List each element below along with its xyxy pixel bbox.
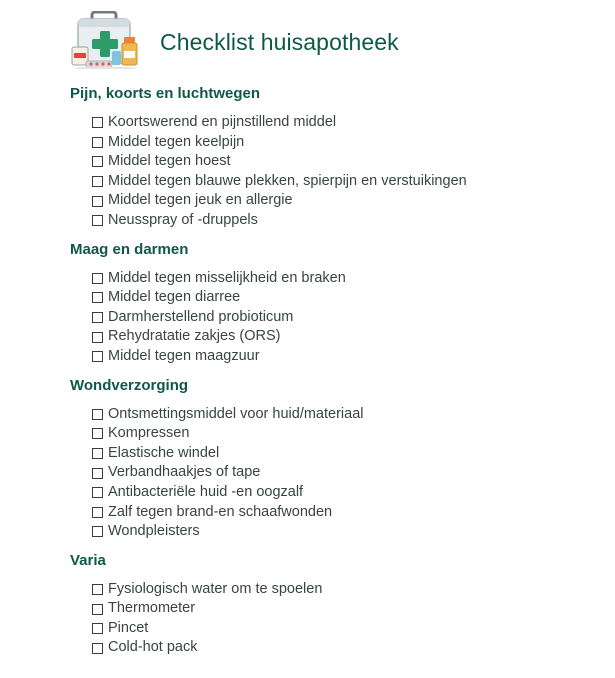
item-label: Middel tegen blauwe plekken, spierpijn en verstuikingen [108, 172, 467, 189]
checklist-item [92, 580, 600, 600]
checkbox[interactable] [92, 292, 103, 303]
item-label: Middel tegen diarree [108, 289, 241, 306]
checkbox[interactable] [92, 526, 103, 537]
item-label: Koortswerend en pijnstillend middel [108, 114, 337, 130]
checklist-item [92, 424, 600, 444]
item-label: Antibacteriële huid -en oogzalf [108, 483, 304, 500]
checkbox[interactable] [92, 448, 103, 459]
checkbox[interactable] [92, 196, 103, 207]
checklist-item [92, 288, 600, 308]
item-label: Thermometer [108, 600, 196, 617]
checklist-item [92, 638, 600, 658]
checkbox[interactable] [92, 468, 103, 479]
first-aid-kit-icon [70, 11, 142, 69]
checkbox[interactable] [92, 312, 103, 323]
checklist-item [92, 211, 600, 231]
checklist-item [92, 463, 600, 483]
header [70, 10, 399, 70]
item-label: Pincet [108, 619, 149, 636]
checkbox[interactable] [92, 273, 103, 284]
item-label: Middel tegen hoest [108, 153, 231, 170]
item-label: Middel tegen jeuk en allergie [108, 192, 293, 209]
checklist-item [92, 133, 600, 153]
item-label: Zalf tegen brand-en schaafwonden [108, 503, 333, 520]
checkbox[interactable] [92, 584, 103, 595]
item-label: Middel tegen keelpijn [108, 133, 245, 150]
item-label: Middel tegen maagzuur [108, 347, 260, 364]
section-heading: Varia [70, 551, 106, 569]
item-label: Fysiologisch water om te spoelen [108, 580, 323, 597]
section-wondverzorging [70, 376, 600, 542]
section-heading: Maag en darmen [70, 240, 189, 258]
item-label: Verbandhaakjes of tape [108, 464, 261, 481]
checklist-item [92, 599, 600, 619]
checklist-item [92, 405, 600, 425]
checklist-item [92, 503, 600, 523]
checkbox[interactable] [92, 507, 103, 518]
checklist-item [92, 522, 600, 542]
checklist-item [92, 113, 600, 133]
checkbox[interactable] [92, 117, 103, 128]
item-label: Kompressen [108, 425, 190, 442]
section-pijn-koorts-luchtwegen [70, 84, 600, 231]
item-label: Neusspray of -druppels [108, 211, 258, 228]
item-label: Middel tegen misselijkheid en braken [108, 269, 346, 286]
checklist-item [92, 483, 600, 503]
section-maag-darmen [70, 240, 600, 367]
item-label: Darmherstellend probioticum [108, 308, 294, 325]
section-heading: Wondverzorging [70, 376, 189, 394]
checklist-item [92, 172, 600, 192]
checkbox[interactable] [92, 176, 103, 187]
checklist-item [92, 327, 600, 347]
checkbox[interactable] [92, 137, 103, 148]
checkbox[interactable] [92, 409, 103, 420]
checklist-item [92, 444, 600, 464]
checklist-item [92, 308, 600, 328]
page-title: Checklist huisapotheek [160, 28, 399, 55]
checkbox[interactable] [92, 351, 103, 362]
checkbox[interactable] [92, 643, 103, 654]
checklist-item [92, 152, 600, 172]
checklist-item [92, 269, 600, 289]
checkbox[interactable] [92, 428, 103, 439]
checkbox[interactable] [92, 604, 103, 615]
item-label: Elastische windel [108, 444, 220, 461]
checklist-item [92, 619, 600, 639]
section-varia [70, 551, 600, 658]
item-label: Rehydratatie zakjes (ORS) [108, 328, 281, 345]
section-heading: Pijn, koorts en luchtwegen [70, 85, 261, 102]
checklist [70, 84, 600, 667]
checkbox[interactable] [92, 156, 103, 167]
checkbox[interactable] [92, 332, 103, 343]
checkbox[interactable] [92, 623, 103, 634]
checklist-item [92, 347, 600, 367]
item-label: Cold-hot pack [108, 639, 198, 656]
item-label: Wondpleisters [108, 523, 200, 540]
item-label: Ontsmettingsmiddel voor huid/materiaal [108, 405, 364, 422]
checkbox[interactable] [92, 215, 103, 226]
checkbox[interactable] [92, 487, 103, 498]
checklist-item [92, 191, 600, 211]
